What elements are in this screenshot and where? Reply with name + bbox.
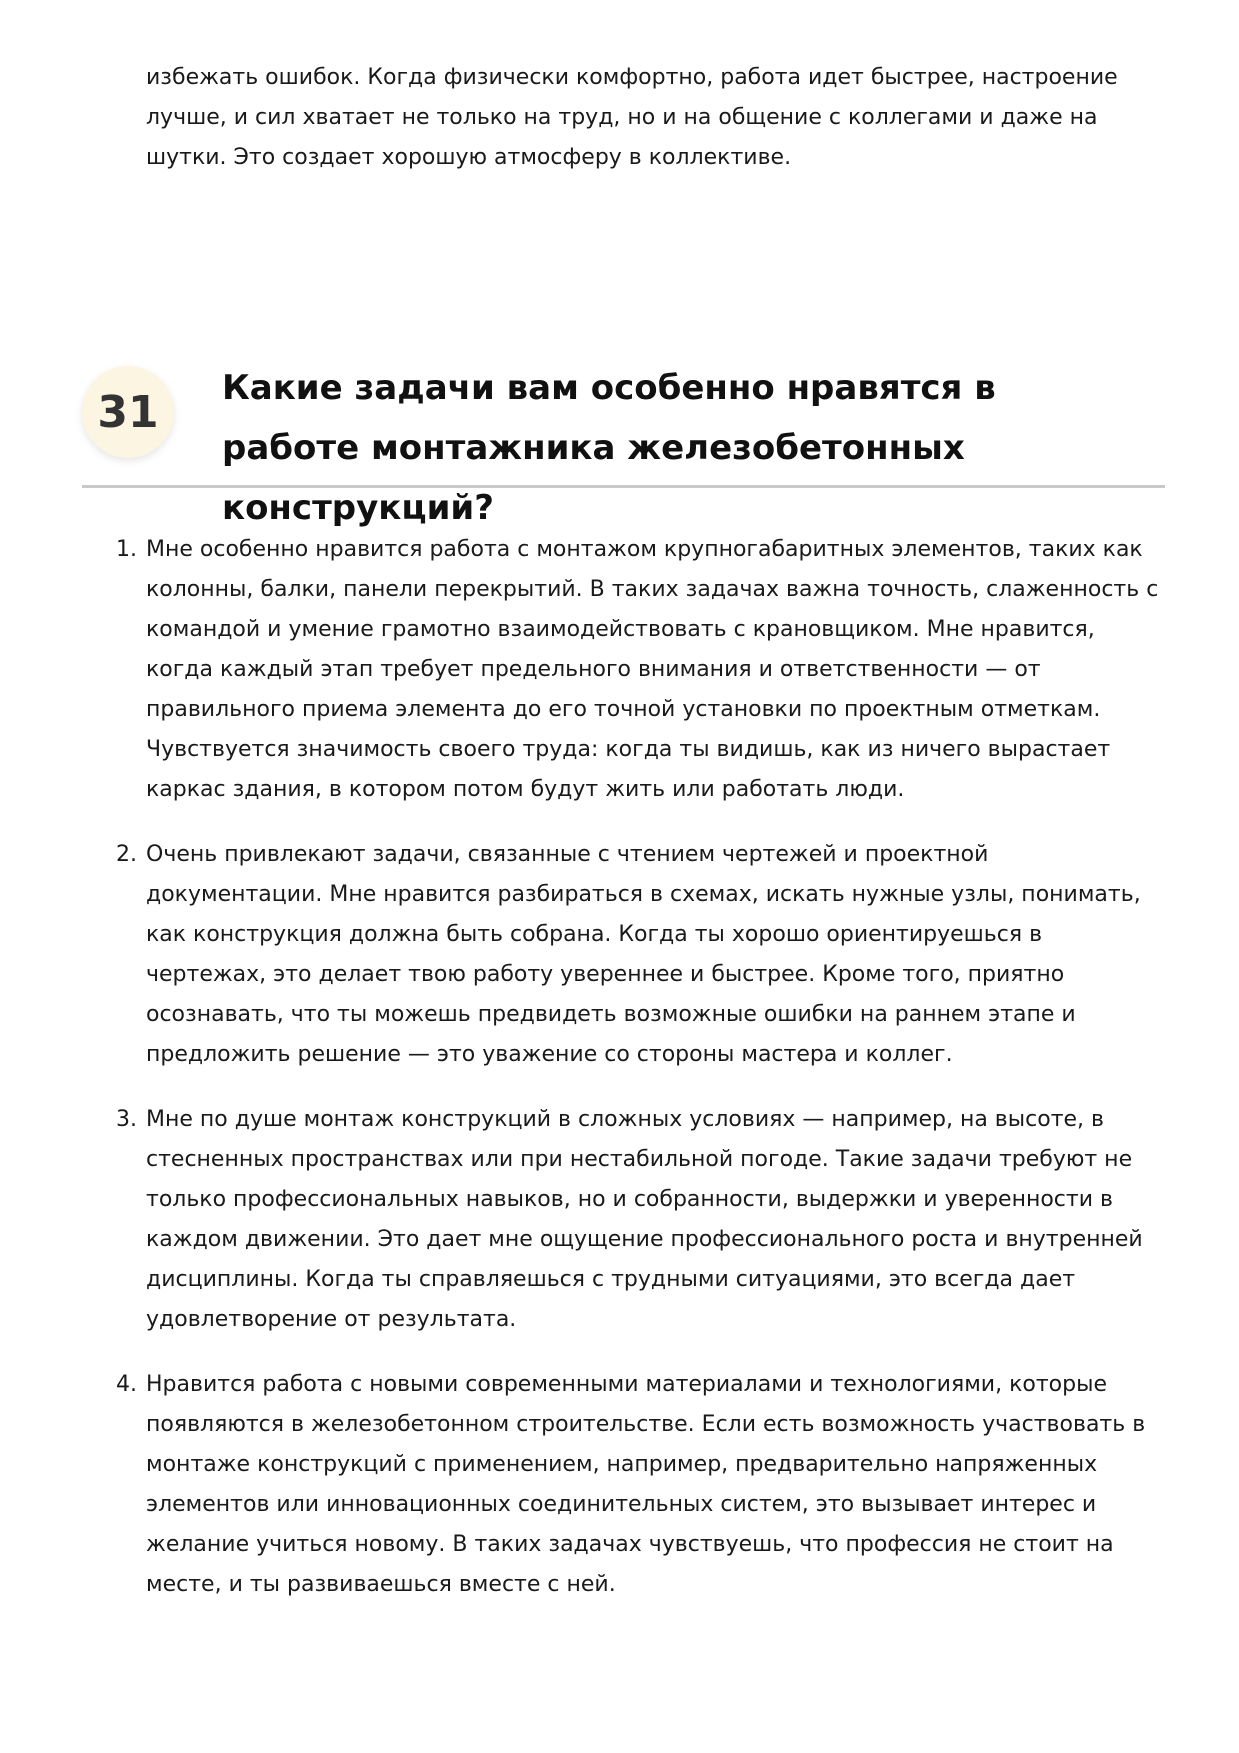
question-title: Какие задачи вам особенно нравятся в работе монтажника железобетонных конструкций? bbox=[222, 368, 996, 528]
answer-item bbox=[116, 530, 1166, 810]
answer-text: Нравится работа с новыми современными материалами и технологиями, которые появляются в железобетонном строительстве. Если есть возможность участвовать в монтаже конструкций с применением, например, предварительно напряженных элементов или инновационных соединительных систем, это вызывает интерес и желание учиться новому. В таких задачах чувствуешь, что профессия не стоит на месте, и ты развиваешься вместе с ней. bbox=[146, 1372, 1146, 1597]
answer-text: Мне особенно нравится работа с монтажом крупногабаритных элементов, таких как колонны, балки, панели перекрытий. В таких задачах важна точность, слаженность с командой и умение грамотно взаимодействовать с крановщиком. Мне нравится, когда каждый этап требует предельного внимания и ответственности — от правильного приема элемента до его точной установки по проектным отметкам. Чувствуется значимость своего труда: когда ты видишь, как из ничего вырастает каркас здания, в котором потом будут жить или работать люди. bbox=[146, 537, 1159, 802]
intro-paragraph: избежать ошибок. Когда физически комфортно, работа идет быстрее, настроение лучше, и сил хватает не только на труд, но и на общение с коллегами и даже на шутки. Это создает хорошую атмосферу в коллективе. bbox=[146, 65, 1118, 170]
answer-item bbox=[116, 835, 1166, 1075]
answers-list bbox=[116, 530, 1166, 1630]
answer-text: Мне по душе монтаж конструкций в сложных условиях — например, на высоте, в стесненных пространствах или при нестабильной погоде. Такие задачи требуют не только профессиональных навыков, но и собранности, выдержки и уверенности в каждом движении. Это дает мне ощущение профессионального роста и внутренней дисциплины. Когда ты справляешься с трудными ситуациями, это всегда дает удовлетворение от результата. bbox=[146, 1107, 1143, 1332]
answer-item bbox=[116, 1365, 1166, 1605]
answer-number: 3. bbox=[116, 1107, 137, 1132]
answer-text: Очень привлекают задачи, связанные с чтением чертежей и проектной документации. Мне нравится разбираться в схемах, искать нужные узлы, понимать, как конструкция должна быть собрана. Когда ты хорошо ориентируешься в чертежах, это делает твою работу увереннее и быстрее. Кроме того, приятно осознавать, что ты можешь предвидеть возможные ошибки на раннем этапе и предложить решение — это уважение со стороны мастера и коллег. bbox=[146, 842, 1141, 1067]
answer-number: 4. bbox=[116, 1372, 137, 1397]
question-number-badge: 31 bbox=[82, 366, 174, 458]
answer-item bbox=[116, 1100, 1166, 1340]
question-header bbox=[82, 358, 1165, 528]
answer-number: 2. bbox=[116, 842, 137, 867]
answer-number: 1. bbox=[116, 537, 137, 562]
